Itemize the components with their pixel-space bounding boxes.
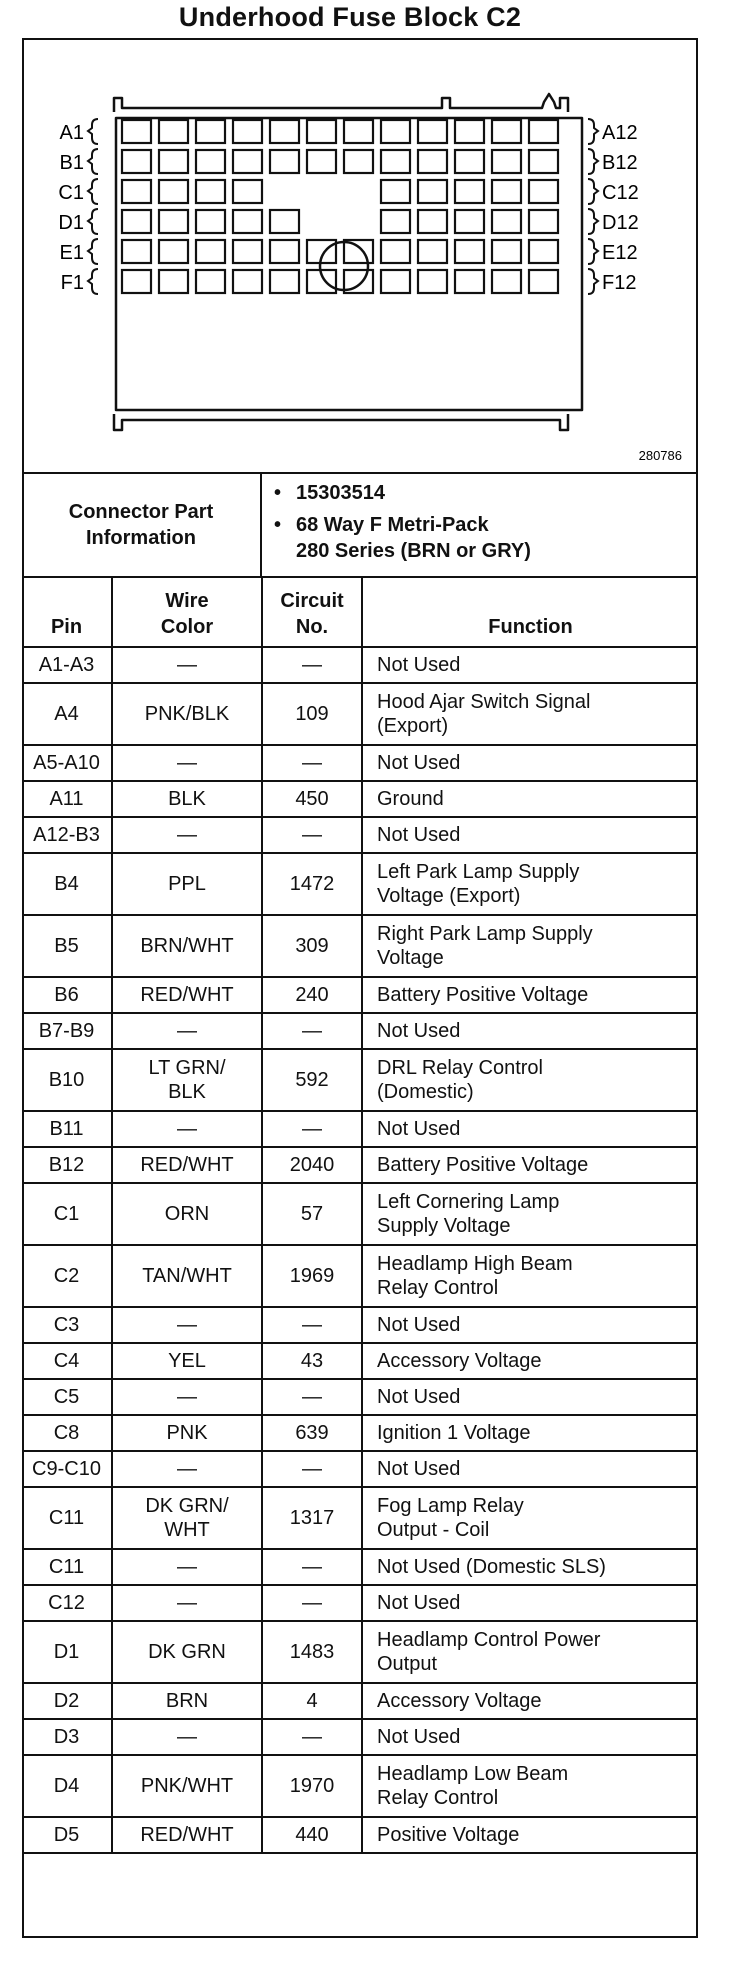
cavity xyxy=(233,180,262,203)
connector-info-list xyxy=(274,480,694,564)
cavity xyxy=(529,180,558,203)
cell-function: Not Used xyxy=(362,647,698,683)
cell-function: Not Used xyxy=(362,1451,698,1487)
cell-pin: C3 xyxy=(22,1307,112,1343)
table-row xyxy=(22,1755,698,1817)
cell-pin: C11 xyxy=(22,1549,112,1585)
cavity xyxy=(418,210,447,233)
cavity xyxy=(492,240,521,263)
cell-color: — xyxy=(112,647,262,683)
cell-pin: C4 xyxy=(22,1343,112,1379)
cavity xyxy=(492,180,521,203)
cell-pin: D2 xyxy=(22,1683,112,1719)
table-row xyxy=(22,647,698,683)
cavity xyxy=(381,240,410,263)
row-label-left: B1 xyxy=(59,152,84,174)
cavity xyxy=(196,150,225,173)
row-bracket-left xyxy=(88,179,98,204)
cell-color: — xyxy=(112,1585,262,1621)
table-header-row xyxy=(22,578,698,647)
cavity xyxy=(344,150,373,173)
pinout-table-body xyxy=(22,647,698,1853)
cell-circuit: 2040 xyxy=(262,1147,362,1183)
cell-circuit: 240 xyxy=(262,977,362,1013)
cavity xyxy=(492,210,521,233)
row-label-left: F1 xyxy=(60,272,84,294)
table-row xyxy=(22,1307,698,1343)
cavity xyxy=(196,240,225,263)
row-label-left: E1 xyxy=(59,242,84,264)
table-row xyxy=(22,1343,698,1379)
column-header-pin: Pin xyxy=(22,578,112,647)
cell-pin: C8 xyxy=(22,1415,112,1451)
cell-color: — xyxy=(112,817,262,853)
cell-circuit: 1969 xyxy=(262,1245,362,1307)
cell-pin: C5 xyxy=(22,1379,112,1415)
cell-function: Fog Lamp Relay Output - Coil xyxy=(362,1487,698,1549)
cell-color: PPL xyxy=(112,853,262,915)
cell-function: Ignition 1 Voltage xyxy=(362,1415,698,1451)
cavity xyxy=(196,210,225,233)
cavity xyxy=(529,210,558,233)
table-row xyxy=(22,1817,698,1853)
cell-color: ORN xyxy=(112,1183,262,1245)
cell-pin: C11 xyxy=(22,1487,112,1549)
cavity xyxy=(455,120,484,143)
cavity xyxy=(196,120,225,143)
cell-color: BRN/WHT xyxy=(112,915,262,977)
cell-pin: A5-A10 xyxy=(22,745,112,781)
row-bracket-right xyxy=(588,119,598,144)
cell-function: Not Used xyxy=(362,817,698,853)
cell-pin: B11 xyxy=(22,1111,112,1147)
cell-pin: C9-C10 xyxy=(22,1451,112,1487)
cavity xyxy=(122,180,151,203)
row-label-right: B12 xyxy=(602,152,638,174)
cell-circuit: — xyxy=(262,1585,362,1621)
row-bracket-left xyxy=(88,149,98,174)
table-row xyxy=(22,1585,698,1621)
table-row xyxy=(22,781,698,817)
row-bracket-right xyxy=(588,179,598,204)
table-row xyxy=(22,1487,698,1549)
cavity xyxy=(270,150,299,173)
cell-color: RED/WHT xyxy=(112,1147,262,1183)
row-bracket-left xyxy=(88,269,98,294)
cell-function: Headlamp Control Power Output xyxy=(362,1621,698,1683)
cell-function: Not Used xyxy=(362,1379,698,1415)
table-row xyxy=(22,1147,698,1183)
cavity xyxy=(122,210,151,233)
cavity xyxy=(492,120,521,143)
cell-circuit: 440 xyxy=(262,1817,362,1853)
cell-circuit: 639 xyxy=(262,1415,362,1451)
cell-color: — xyxy=(112,1013,262,1049)
table-row xyxy=(22,1415,698,1451)
cell-function: Not Used xyxy=(362,1307,698,1343)
cavity xyxy=(270,210,299,233)
cavity xyxy=(381,120,410,143)
row-label-right: F12 xyxy=(602,272,637,294)
cell-color: — xyxy=(112,1719,262,1755)
row-label-right: C12 xyxy=(602,182,639,204)
cell-function: DRL Relay Control (Domestic) xyxy=(362,1049,698,1111)
cell-pin: B7-B9 xyxy=(22,1013,112,1049)
cell-pin: D3 xyxy=(22,1719,112,1755)
cavity xyxy=(381,270,410,293)
cavity xyxy=(122,270,151,293)
cavity xyxy=(455,240,484,263)
row-label-left: D1 xyxy=(58,212,84,234)
cavity xyxy=(529,270,558,293)
cell-pin: B5 xyxy=(22,915,112,977)
column-header-circuit-no: Circuit No. xyxy=(262,578,362,647)
cell-color: — xyxy=(112,1379,262,1415)
cavity xyxy=(307,150,336,173)
row-label-left: A1 xyxy=(59,122,84,144)
cell-color: RED/WHT xyxy=(112,1817,262,1853)
column-header-function: Function xyxy=(362,578,698,647)
table-row xyxy=(22,1549,698,1585)
cell-circuit: — xyxy=(262,647,362,683)
table-row xyxy=(22,1683,698,1719)
cell-function: Accessory Voltage xyxy=(362,1343,698,1379)
row-bracket-right xyxy=(588,149,598,174)
connector-info-item: • 15303514 xyxy=(274,482,385,504)
row-label-right: E12 xyxy=(602,242,638,264)
cavity xyxy=(159,120,188,143)
cell-function: Hood Ajar Switch Signal (Export) xyxy=(362,683,698,745)
cell-color: — xyxy=(112,745,262,781)
cell-pin: A4 xyxy=(22,683,112,745)
cavity-grid xyxy=(122,120,558,293)
table-row xyxy=(22,1013,698,1049)
cavity xyxy=(270,270,299,293)
row-bracket-left xyxy=(88,119,98,144)
cavity xyxy=(455,210,484,233)
cell-circuit: 43 xyxy=(262,1343,362,1379)
cell-color: — xyxy=(112,1549,262,1585)
cell-color: DK GRN/ WHT xyxy=(112,1487,262,1549)
table-row xyxy=(22,1183,698,1245)
cell-circuit: 57 xyxy=(262,1183,362,1245)
cell-color: — xyxy=(112,1111,262,1147)
cavity xyxy=(529,120,558,143)
cavity xyxy=(529,150,558,173)
cell-circuit: — xyxy=(262,745,362,781)
cavity xyxy=(196,180,225,203)
bullet-icon: • xyxy=(274,482,282,504)
table-row xyxy=(22,1621,698,1683)
connector-info-item: • 68 Way F Metri-Pack 280 Series (BRN or GRY) xyxy=(274,514,531,562)
cell-pin: B12 xyxy=(22,1147,112,1183)
cell-color: RED/WHT xyxy=(112,977,262,1013)
bullet-icon: • xyxy=(274,514,282,536)
cavity xyxy=(381,210,410,233)
cell-circuit: — xyxy=(262,1719,362,1755)
row-bracket-left xyxy=(88,209,98,234)
cell-function: Not Used xyxy=(362,1111,698,1147)
cell-pin: B4 xyxy=(22,853,112,915)
cell-color: BLK xyxy=(112,781,262,817)
cell-circuit: — xyxy=(262,1013,362,1049)
table-row xyxy=(22,915,698,977)
cell-color: YEL xyxy=(112,1343,262,1379)
cell-color: DK GRN xyxy=(112,1621,262,1683)
cell-function: Left Park Lamp Supply Voltage (Export) xyxy=(362,853,698,915)
cavity xyxy=(455,270,484,293)
cavity xyxy=(344,120,373,143)
cavity xyxy=(270,240,299,263)
cell-function: Not Used xyxy=(362,745,698,781)
row-label-right: D12 xyxy=(602,212,639,234)
cell-circuit: 1472 xyxy=(262,853,362,915)
table-row xyxy=(22,683,698,745)
cell-function: Not Used xyxy=(362,1585,698,1621)
cavity xyxy=(381,180,410,203)
cavity xyxy=(381,150,410,173)
row-labels xyxy=(58,119,638,294)
cavity xyxy=(233,240,262,263)
table-row xyxy=(22,1379,698,1415)
cavity xyxy=(159,210,188,233)
cavity xyxy=(122,120,151,143)
table-row xyxy=(22,1049,698,1111)
cell-circuit: — xyxy=(262,1451,362,1487)
cell-color: PNK/BLK xyxy=(112,683,262,745)
cell-color: — xyxy=(112,1307,262,1343)
cavity xyxy=(122,150,151,173)
cell-function: Battery Positive Voltage xyxy=(362,1147,698,1183)
connector-diagram xyxy=(22,38,698,474)
cell-pin: B10 xyxy=(22,1049,112,1111)
cavity xyxy=(196,270,225,293)
table-row xyxy=(22,1451,698,1487)
cavity xyxy=(233,120,262,143)
cavity xyxy=(233,270,262,293)
cell-circuit: — xyxy=(262,1379,362,1415)
cell-circuit: 309 xyxy=(262,915,362,977)
cell-function: Not Used (Domestic SLS) xyxy=(362,1549,698,1585)
cell-function: Battery Positive Voltage xyxy=(362,977,698,1013)
cell-circuit: — xyxy=(262,817,362,853)
cavity xyxy=(492,270,521,293)
cell-function: Positive Voltage xyxy=(362,1817,698,1853)
cavity xyxy=(122,240,151,263)
cell-function: Right Park Lamp Supply Voltage xyxy=(362,915,698,977)
cell-color: TAN/WHT xyxy=(112,1245,262,1307)
row-bracket-right xyxy=(588,209,598,234)
row-bracket-right xyxy=(588,269,598,294)
cavity xyxy=(418,120,447,143)
cavity xyxy=(233,150,262,173)
cavity xyxy=(270,120,299,143)
cavity xyxy=(418,150,447,173)
cell-pin: C2 xyxy=(22,1245,112,1307)
cell-circuit: — xyxy=(262,1307,362,1343)
cell-pin: C1 xyxy=(22,1183,112,1245)
cell-function: Left Cornering Lamp Supply Voltage xyxy=(362,1183,698,1245)
row-label-left: C1 xyxy=(58,182,84,204)
cell-function: Headlamp Low Beam Relay Control xyxy=(362,1755,698,1817)
cavity xyxy=(455,180,484,203)
row-bracket-left xyxy=(88,239,98,264)
cell-pin: A11 xyxy=(22,781,112,817)
table-row xyxy=(22,817,698,853)
table-row xyxy=(22,1719,698,1755)
cell-function: Not Used xyxy=(362,1013,698,1049)
cell-circuit: 1483 xyxy=(262,1621,362,1683)
cell-circuit: 1970 xyxy=(262,1755,362,1817)
table-row xyxy=(22,977,698,1013)
cell-circuit: 592 xyxy=(262,1049,362,1111)
cell-color: PNK/WHT xyxy=(112,1755,262,1817)
diagram-reference-number: 280786 xyxy=(638,448,682,463)
cell-function: Accessory Voltage xyxy=(362,1683,698,1719)
cavity xyxy=(418,270,447,293)
cavity xyxy=(159,240,188,263)
cell-function: Ground xyxy=(362,781,698,817)
connector-face-drawing xyxy=(22,38,698,474)
cavity xyxy=(307,120,336,143)
cavity xyxy=(418,180,447,203)
cell-pin: D5 xyxy=(22,1817,112,1853)
cell-pin: A1-A3 xyxy=(22,647,112,683)
cell-color: LT GRN/ BLK xyxy=(112,1049,262,1111)
row-label-right: A12 xyxy=(602,122,638,144)
column-header-wire-color: Wire Color xyxy=(112,578,262,647)
cavity xyxy=(492,150,521,173)
cavity xyxy=(159,270,188,293)
cell-circuit: 109 xyxy=(262,683,362,745)
cavity xyxy=(418,240,447,263)
cell-circuit: 1317 xyxy=(262,1487,362,1549)
row-bracket-right xyxy=(588,239,598,264)
cavity xyxy=(233,210,262,233)
cell-circuit: 450 xyxy=(262,781,362,817)
connector-info-label: Connector Part Information xyxy=(22,474,262,576)
connector-info-section xyxy=(22,474,698,578)
table-row xyxy=(22,745,698,781)
table-row xyxy=(22,1245,698,1307)
cell-function: Headlamp High Beam Relay Control xyxy=(362,1245,698,1307)
cell-circuit: 4 xyxy=(262,1683,362,1719)
cell-color: BRN xyxy=(112,1683,262,1719)
cell-pin: B6 xyxy=(22,977,112,1013)
cavity xyxy=(159,180,188,203)
cell-circuit: — xyxy=(262,1549,362,1585)
pinout-table xyxy=(22,578,698,1854)
cell-pin: D4 xyxy=(22,1755,112,1817)
cavity xyxy=(455,150,484,173)
cell-function: Not Used xyxy=(362,1719,698,1755)
cell-color: PNK xyxy=(112,1415,262,1451)
table-row xyxy=(22,1111,698,1147)
page-title: Underhood Fuse Block C2 xyxy=(178,2,522,32)
cell-circuit: — xyxy=(262,1111,362,1147)
cell-pin: D1 xyxy=(22,1621,112,1683)
table-row xyxy=(22,853,698,915)
cavity xyxy=(159,150,188,173)
cell-pin: C12 xyxy=(22,1585,112,1621)
cell-color: — xyxy=(112,1451,262,1487)
cavity xyxy=(529,240,558,263)
cell-pin: A12-B3 xyxy=(22,817,112,853)
